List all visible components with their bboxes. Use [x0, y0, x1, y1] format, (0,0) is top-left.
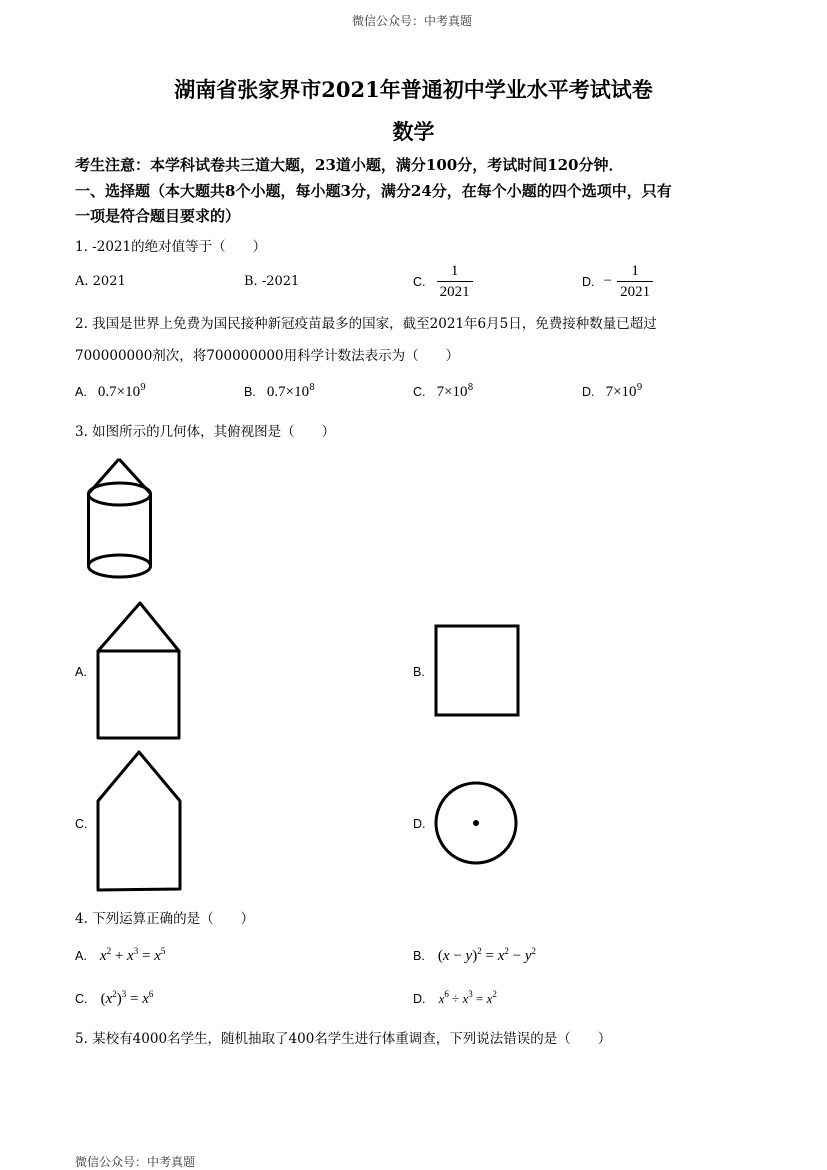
subject-title: 数学 — [392, 119, 435, 144]
footer-watermark: 微信公众号：中考真题 — [75, 1155, 196, 1169]
q2-a-exponent: 9 — [140, 383, 146, 393]
q2-c-exponent: 8 — [467, 383, 474, 393]
section-heading-line2: 一项是符合题目要求的） — [75, 207, 241, 225]
q1-option-b: B. -2021 — [244, 274, 300, 289]
q1-stem: 1. -2021的绝对值等于（ ） — [75, 239, 267, 255]
q3-option-b-label: B. — [413, 665, 425, 679]
q2-d-exponent: 9 — [636, 383, 643, 393]
q2-b-math: 0.7×10 — [266, 384, 310, 400]
q5-stem: 5. 某校有4000名学生，随机抽取了400名学生进行体重调查，下列说法错误的是（ ） — [75, 1031, 612, 1047]
q1-d-denominator: 2021 — [620, 284, 651, 300]
q4-option-c: C. $(x^2)^3 = x^6$ — [75, 989, 154, 1007]
q2-d-label: D. — [582, 385, 595, 399]
q4-option-d: D. $x^6 \div x^3 = x^2$ — [413, 989, 497, 1006]
q4-c-label: C. — [75, 992, 88, 1006]
exam-notice: 考生注意：本学科试卷共三道大题，23道小题，满分100分，考试时间120分钟． — [75, 156, 624, 174]
q1-option-a: A. 2021 — [75, 274, 126, 289]
q3-option-c-label: C. — [75, 817, 88, 831]
q4-option-a: A. $x^2 + x^3 = x^5$ — [75, 946, 166, 964]
exam-title: 湖南省张家界市2021年普通初中学业水平考试试卷 — [174, 77, 653, 102]
q2-b-label: B. — [244, 385, 256, 399]
q3-option-a-label: A. — [75, 665, 87, 679]
q1-d-numerator: 1 — [617, 261, 653, 282]
q2-d-math: 7×10 — [605, 384, 637, 400]
q2-b-exponent: 8 — [309, 383, 315, 393]
q2-c-label: C. — [413, 385, 426, 399]
q1-option-c-label: C. — [413, 275, 426, 289]
q4-d-label: D. — [413, 992, 426, 1006]
q1-c-denominator: 2021 — [439, 284, 470, 300]
q1-c-numerator: 1 — [437, 261, 473, 282]
q2-c-math: 7×10 — [436, 384, 468, 400]
q4-option-b: B. $(x - y)^2 = x^2 - y^2$ — [413, 946, 536, 964]
q4-a-label: A. — [75, 949, 87, 963]
q2-stem-line1: 2. 我国是世界上免费为国民接种新冠疫苗最多的国家，截至2021年6月5日，免费接种数量已超过 — [75, 316, 657, 332]
q4-stem: 4. 下列运算正确的是（ ） — [75, 911, 255, 927]
q1-d-sign: − — [603, 273, 613, 289]
q3-option-d-label: D. — [413, 817, 426, 831]
q4-b-label: B. — [413, 949, 425, 963]
q3-stem: 3. 如图所示的几何体，其俯视图是（ ） — [75, 424, 336, 440]
q1-option-d-label: D. — [582, 275, 595, 289]
header-watermark: 微信公众号：中考真题 — [352, 14, 473, 28]
section-heading-line1: 一、选择题（本大题共8个小题，每小题3分，满分24分，在每个小题的四个选项中，只有 — [75, 182, 672, 200]
q2-a-math: 0.7×10 — [97, 384, 141, 400]
q2-a-label: A. — [75, 385, 87, 399]
q2-stem-line2: 700000000剂次，将700000000用科学计数法表示为（ ） — [75, 348, 460, 364]
